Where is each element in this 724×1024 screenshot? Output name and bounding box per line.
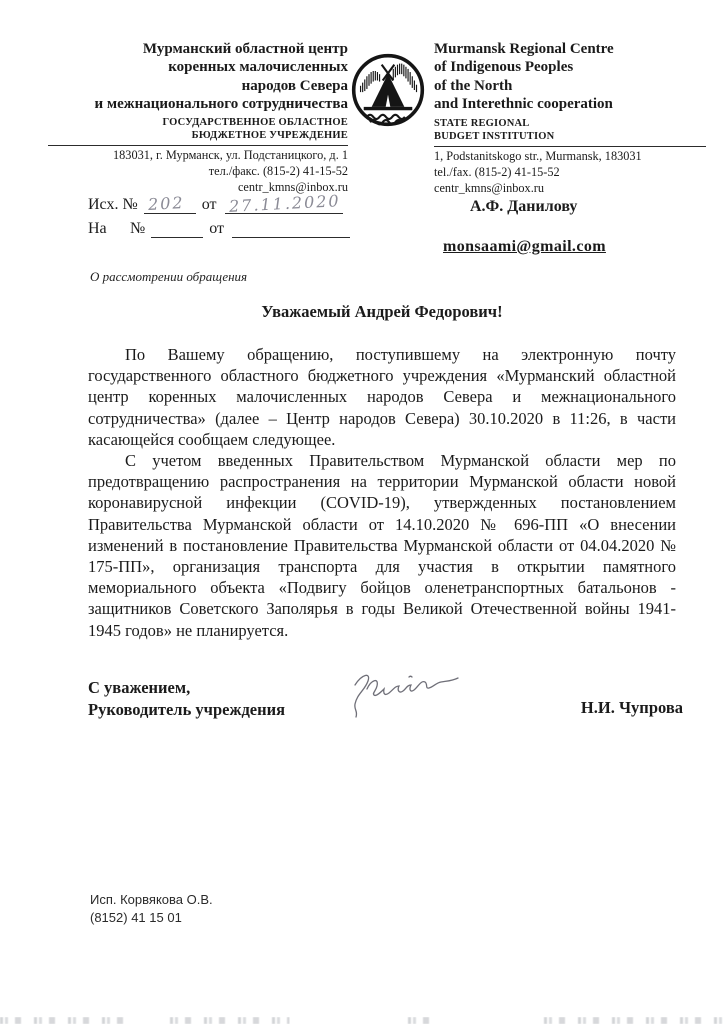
org-type-en-line2: BUDGET INSTITUTION xyxy=(434,131,555,143)
org-logo xyxy=(348,40,428,197)
body-paragraph-1: По Вашему обращению, поступившему на электронную почту государственного областного бюджетного учреждения «Мурманский областной центр коренных малочисленных народов Севера и межнационального сотрудничества» (далее – Центр народов Севера) 30.10.2020 в 11:26, в части касающейся сообщаем следующее. xyxy=(88,345,676,449)
incoming-number-blank xyxy=(151,221,203,238)
incoming-reference-line xyxy=(88,220,368,244)
incoming-date-blank xyxy=(232,221,350,238)
org-type-ru-line1: ГОСУДАРСТВЕННОЕ ОБЛАСТНОЕ xyxy=(162,117,348,129)
addressee-name: А.Ф. Данилову xyxy=(470,198,578,215)
letterhead-rule-right xyxy=(434,146,706,147)
outgoing-label: Исх. xyxy=(88,196,119,213)
addressee-email: monsaami@gmail.com xyxy=(443,238,606,255)
org-name-en-line1: Murmansk Regional Centre xyxy=(434,41,614,57)
signature-scribble-icon xyxy=(333,665,493,725)
scan-artifact-strip xyxy=(0,1017,724,1024)
letter-body xyxy=(88,344,676,641)
incoming-label: На xyxy=(88,220,107,237)
outgoing-date-blank xyxy=(225,191,343,216)
letterhead xyxy=(62,40,706,197)
org-block-russian xyxy=(62,40,348,197)
org-phone-en: tel./fax. (815-2) 41-15-52 xyxy=(434,165,560,180)
executor-phone: (8152) 41 15 01 xyxy=(90,910,182,925)
outgoing-number-blank xyxy=(144,193,196,214)
executor-footer xyxy=(90,891,213,927)
signature-block xyxy=(88,677,683,721)
closing-line: С уважением, xyxy=(88,678,191,697)
org-name-en-line4: and Interethnic cooperation xyxy=(434,95,613,112)
number-sign: № xyxy=(122,196,138,213)
outgoing-reference-line xyxy=(88,191,368,220)
org-name-en-line2: of Indigenous Peoples xyxy=(434,59,574,76)
org-email-en: centr_kmns@inbox.ru xyxy=(434,180,545,195)
reference-block xyxy=(88,191,368,244)
org-name-ru-line2: коренных малочисленных xyxy=(168,59,348,76)
org-block-english xyxy=(428,40,706,197)
outgoing-date-handwritten: 27.11.2020 xyxy=(228,191,341,216)
executor-name: Исп. Корвякова О.В. xyxy=(90,892,213,907)
org-name-ru-line4: и межнационального сотрудничества xyxy=(94,95,348,112)
org-email-ru: centr_kmns@inbox.ru xyxy=(237,179,348,194)
addressee-block xyxy=(443,198,683,256)
org-name-en-line3: of the North xyxy=(434,77,513,94)
signer-position: Руководитель учреждения xyxy=(88,700,286,719)
org-name-ru-line3: народов Севера xyxy=(241,77,348,94)
subject-line: О рассмотрении обращения xyxy=(90,269,248,284)
from-label: от xyxy=(201,196,217,213)
org-type-en-line1: STATE REGIONAL xyxy=(434,118,530,130)
letterhead-rule-left xyxy=(48,145,348,146)
body-paragraph-2: С учетом введенных Правительством Мурманской области мер по предотвращению распространения на территории Мурманской области новой коронавирусной инфекции (COVID-19), утвержденных постановлением Правительства Мурманской области от 14.10.2020 № 696-ПП «О внесении изменений в постановление Правительства Мурманской области от 04.04.2020 № 175-ПП», организация транспорта для участия в открытии памятного мемориального объекта «Подвигу бойцов оленетранспортных батальонов - защитников Советского Заполярья в годы Великой Отечественной войны 1941-1945 годов» не планируется. xyxy=(88,451,676,640)
org-phone-ru: тел./факс. (815-2) 41-15-52 xyxy=(208,164,348,179)
org-address-en: 1, Podstanitskogo str., Murmansk, 183031 xyxy=(434,149,642,164)
signer-name: Н.И. Чупрова xyxy=(580,698,683,717)
org-name-ru-line1: Мурманский областной центр xyxy=(142,41,348,57)
salutation: Уважаемый Андрей Федорович! xyxy=(261,302,503,321)
org-type-ru-line2: БЮДЖЕТНОЕ УЧРЕЖДЕНИЕ xyxy=(191,130,348,142)
org-address-ru: 183031, г. Мурманск, ул. Подстаницкого, д. 1 xyxy=(113,148,348,163)
chum-tent-aurora-logo-icon xyxy=(350,52,426,128)
number-sign: № xyxy=(130,220,146,237)
outgoing-number-handwritten: 202 xyxy=(147,193,185,214)
from-label: от xyxy=(209,220,225,237)
